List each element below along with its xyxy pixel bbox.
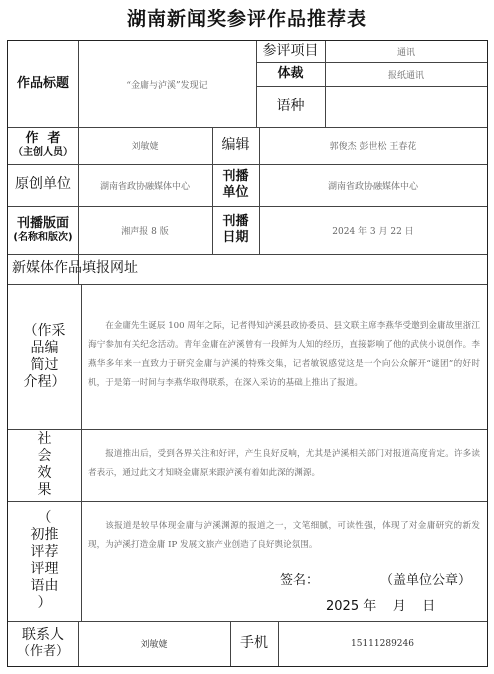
sign-date-line: 2025 年 月 日: [326, 599, 436, 614]
process-label: （作采 品编 简过 介程）: [23, 322, 66, 390]
phone-label: 手机: [240, 634, 268, 651]
process-text: 在金庸先生诞辰 100 周年之际，记者得知泸溪县政协委员、县文联主席李燕华受邀到金庸故里浙江海宁参加有关纪念活动。青年金庸在泸溪曾有一段鲜为人知的经历，直接影响了他的武侠小说创作。李燕华多年来一直致力于研究金庸与泸溪的特殊交集，记者敏锐感觉这是一个向公众解开“谜团”的好时机，于是第一时间与李燕华取得联系，在深入采访的基础上推出了报道。: [88, 321, 480, 388]
origin-unit-value: 湖南省政协融媒体中心: [99, 181, 190, 192]
genre-label: 体裁: [277, 65, 304, 81]
phone-value: 15111289246: [351, 638, 414, 649]
genre-value: 报纸通讯: [387, 70, 424, 81]
contact-value: 刘敏婕: [140, 640, 168, 650]
official-seal-label: （盖单位公章）: [380, 573, 472, 588]
publish-page-label-cell: [8, 206, 78, 254]
contact-label-cell: [8, 621, 78, 666]
language-label: 语种: [276, 97, 305, 114]
effect-label: 社 会 效 果: [37, 431, 52, 498]
award-item-label: 参评项目: [262, 42, 319, 59]
recommendation-form: [7, 40, 488, 667]
contact-label: 联系人: [22, 626, 64, 643]
editor-value: 郭俊杰 彭世松 王春花: [329, 142, 417, 152]
page-title: 湖南新闻奖参评作品推荐表: [126, 8, 367, 30]
recommend-text: 该报道是较早体现金庸与泸溪渊源的报道之一，文笔细腻，可读性强，体现了对金庸研究的新发现，为泸溪打造金庸 IP 发展文旅产业创造了良好舆论氛围。: [88, 521, 480, 550]
work-title-label: 作品标题: [16, 75, 69, 91]
new-media-url-value: [158, 254, 487, 284]
publish-unit-label: 刊播 单位: [222, 168, 249, 200]
publish-page-value: 湘声报 8 版: [121, 226, 169, 237]
publish-page-label: 刊播版面: [16, 215, 69, 231]
recommend-label: （ 初推 评荐 评理 语由 ）: [30, 510, 59, 611]
award-item-value: 通讯: [396, 48, 415, 58]
publish-page-sublabel: (名称和版次): [13, 231, 73, 243]
new-media-url-label: 新媒体作品填报网址: [12, 260, 138, 277]
publish-date-value: 2024 年 3 月 22 日: [332, 226, 414, 237]
language-value: [325, 86, 487, 127]
publish-date-label: 刊播 日期: [222, 213, 249, 245]
signature-label: 签名：: [280, 573, 320, 588]
work-title-value: “金庸与泸溪”发现记: [126, 80, 208, 91]
author-value: 刘敏婕: [131, 142, 159, 152]
publish-unit-value: 湖南省政协融媒体中心: [327, 181, 418, 192]
editor-label: 编辑: [221, 136, 250, 153]
effect-text: 报道推出后，受到各界关注和好评，产生良好反响，尤其是泸溪相关部门对报道高度肯定。许多读者表示，通过此文才知晓金庸原来跟泸溪有着如此深的渊源。: [88, 449, 480, 478]
author-label-cell: [8, 127, 78, 164]
contact-sublabel: （作者）: [16, 644, 69, 660]
origin-unit-label: 原创单位: [15, 176, 71, 193]
author-label: 作 者: [25, 131, 61, 147]
author-sublabel: （主创人员）: [13, 147, 73, 159]
